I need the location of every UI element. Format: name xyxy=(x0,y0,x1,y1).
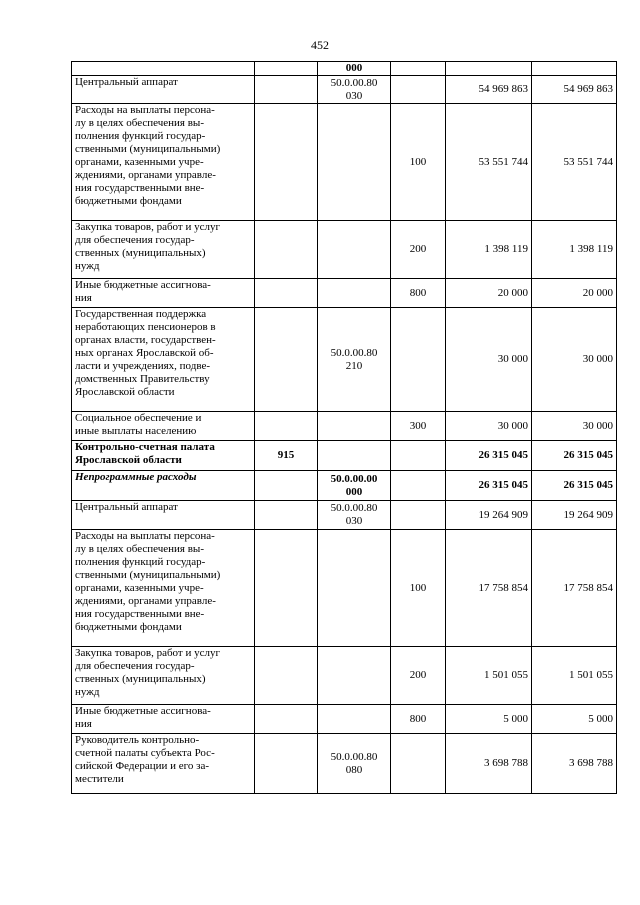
table-row xyxy=(72,279,617,308)
row-sum-1: 19 264 909 xyxy=(446,501,532,530)
table-row xyxy=(72,501,617,530)
row-expense-type: 100 xyxy=(391,104,446,221)
table-row xyxy=(72,705,617,734)
row-target-code: 000 xyxy=(318,62,391,76)
row-sum-2: 5 000 xyxy=(532,705,617,734)
table-row xyxy=(72,76,617,104)
row-expense-type xyxy=(391,471,446,501)
row-expense-type: 300 xyxy=(391,412,446,441)
row-sum-1: 30 000 xyxy=(446,308,532,412)
row-expense-type xyxy=(391,62,446,76)
table-row xyxy=(72,62,617,76)
table-row xyxy=(72,530,617,647)
table-row xyxy=(72,734,617,794)
table-row xyxy=(72,104,617,221)
row-name: Закупка товаров, работ и услуг для обеспечения государ- ственных (муниципальных) нужд xyxy=(72,221,255,279)
row-sum-1: 26 315 045 xyxy=(446,471,532,501)
row-sum-2: 26 315 045 xyxy=(532,441,617,471)
row-sum-1: 54 969 863 xyxy=(446,76,532,104)
row-admin-code xyxy=(255,104,318,221)
row-name: Контрольно-счетная палата Ярославской области xyxy=(72,441,255,471)
row-expense-type: 100 xyxy=(391,530,446,647)
row-admin-code xyxy=(255,308,318,412)
row-name: Иные бюджетные ассигнова- ния xyxy=(72,279,255,308)
row-target-code xyxy=(318,647,391,705)
row-expense-type xyxy=(391,76,446,104)
row-name: Иные бюджетные ассигнова- ния xyxy=(72,705,255,734)
row-name: Центральный аппарат xyxy=(72,76,255,104)
row-admin-code xyxy=(255,734,318,794)
row-admin-code xyxy=(255,647,318,705)
row-target-code xyxy=(318,221,391,279)
row-name: Непрограммные расходы xyxy=(72,471,255,501)
row-name: Расходы на выплаты персона- лу в целях обеспечения вы- полнения функций государ- ственными (муниципальными) органами, казенными учре- ждениями, органами управле- ния государственными вне- бюджетными фондами xyxy=(72,530,255,647)
table-row xyxy=(72,647,617,705)
row-target-code xyxy=(318,441,391,471)
row-sum-2: 3 698 788 xyxy=(532,734,617,794)
row-sum-1: 17 758 854 xyxy=(446,530,532,647)
row-sum-1 xyxy=(446,62,532,76)
row-expense-type xyxy=(391,734,446,794)
row-admin-code xyxy=(255,76,318,104)
row-sum-2: 53 551 744 xyxy=(532,104,617,221)
row-target-code: 50.0.00.80 210 xyxy=(318,308,391,412)
row-sum-1: 20 000 xyxy=(446,279,532,308)
row-admin-code xyxy=(255,279,318,308)
row-admin-code: 915 xyxy=(255,441,318,471)
row-sum-1: 5 000 xyxy=(446,705,532,734)
row-sum-1: 26 315 045 xyxy=(446,441,532,471)
row-target-code: 50.0.00.80 030 xyxy=(318,76,391,104)
row-sum-2: 19 264 909 xyxy=(532,501,617,530)
row-admin-code xyxy=(255,412,318,441)
table-row xyxy=(72,412,617,441)
row-sum-1: 30 000 xyxy=(446,412,532,441)
page-number: 452 xyxy=(311,38,329,52)
row-target-code xyxy=(318,705,391,734)
row-sum-1: 1 501 055 xyxy=(446,647,532,705)
row-expense-type xyxy=(391,441,446,471)
row-admin-code xyxy=(255,471,318,501)
row-name: Руководитель контрольно- счетной палаты субъекта Рос- сийской Федерации и его за- местители xyxy=(72,734,255,794)
row-admin-code xyxy=(255,705,318,734)
row-target-code xyxy=(318,279,391,308)
row-target-code xyxy=(318,412,391,441)
row-expense-type xyxy=(391,308,446,412)
row-sum-2: 1 501 055 xyxy=(532,647,617,705)
row-sum-1: 3 698 788 xyxy=(446,734,532,794)
row-sum-2: 20 000 xyxy=(532,279,617,308)
row-target-code: 50.0.00.80 080 xyxy=(318,734,391,794)
row-sum-2: 26 315 045 xyxy=(532,471,617,501)
row-expense-type xyxy=(391,501,446,530)
row-name: Закупка товаров, работ и услуг для обеспечения государ- ственных (муниципальных) нужд xyxy=(72,647,255,705)
row-name: Расходы на выплаты персона- лу в целях обеспечения вы- полнения функций государ- ственными (муниципальными) органами, казенными учре- ждениями, органами управле- ния государственными вне- бюджетными фондами xyxy=(72,104,255,221)
row-sum-2 xyxy=(532,62,617,76)
row-expense-type: 800 xyxy=(391,705,446,734)
table-row xyxy=(72,221,617,279)
row-admin-code xyxy=(255,62,318,76)
row-name xyxy=(72,62,255,76)
row-sum-2: 1 398 119 xyxy=(532,221,617,279)
row-sum-1: 1 398 119 xyxy=(446,221,532,279)
row-expense-type: 200 xyxy=(391,647,446,705)
row-sum-1: 53 551 744 xyxy=(446,104,532,221)
row-sum-2: 30 000 xyxy=(532,412,617,441)
row-expense-type: 800 xyxy=(391,279,446,308)
row-target-code: 50.0.00.80 030 xyxy=(318,501,391,530)
row-admin-code xyxy=(255,221,318,279)
row-name: Государственная поддержка неработающих пенсионеров в органах власти, государствен- ных органах Ярославской об- ласти и учреждениях, подве- домственных Правительству Ярославской области xyxy=(72,308,255,412)
row-target-code: 50.0.00.00 000 xyxy=(318,471,391,501)
row-expense-type: 200 xyxy=(391,221,446,279)
table-row xyxy=(72,308,617,412)
row-sum-2: 17 758 854 xyxy=(532,530,617,647)
row-name: Социальное обеспечение и иные выплаты населению xyxy=(72,412,255,441)
row-name: Центральный аппарат xyxy=(72,501,255,530)
table-row xyxy=(72,441,617,471)
row-target-code xyxy=(318,530,391,647)
row-sum-2: 30 000 xyxy=(532,308,617,412)
row-sum-2: 54 969 863 xyxy=(532,76,617,104)
row-target-code xyxy=(318,104,391,221)
row-admin-code xyxy=(255,501,318,530)
row-admin-code xyxy=(255,530,318,647)
table-row xyxy=(72,471,617,501)
budget-table xyxy=(71,61,617,794)
